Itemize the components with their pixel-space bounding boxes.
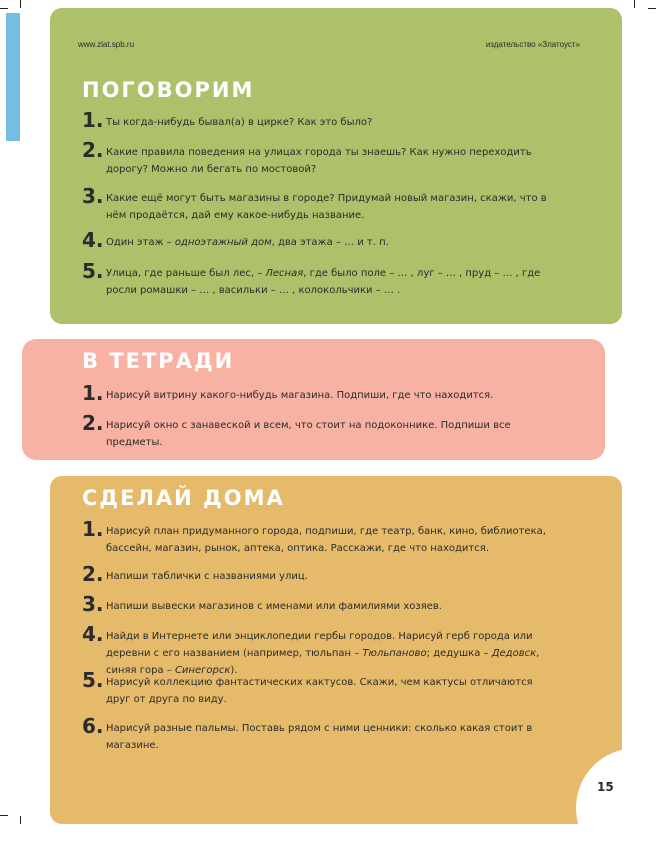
- item-number: 2.: [82, 138, 104, 162]
- item-text: Нарисуй коллекцию фантастических кактусов. Скажи, чем кактусы отличаются друг от друга по виду.: [106, 677, 533, 705]
- item-text: Напиши таблички с названиями улиц.: [106, 571, 308, 582]
- crop-mark: [20, 0, 21, 8]
- list-item: [82, 592, 442, 616]
- crop-mark: [0, 815, 8, 816]
- item-text: Напиши вывески магазинов с именами или фамилиями хозяев.: [106, 601, 442, 612]
- section-title-talk: ПОГОВОРИМ: [82, 78, 255, 102]
- text-part: Найди в Интернете или энциклопедии гербы городов. Нарисуй герб города или деревни с его названием (например, тюльпан –: [106, 631, 533, 659]
- list-item: [82, 517, 554, 557]
- item-text: [106, 628, 554, 679]
- section-title-home: СДЕЛАЙ ДОМА: [82, 486, 285, 510]
- text-part: , синяя гора –: [106, 648, 540, 676]
- list-item: [82, 228, 389, 252]
- text-part: Улица, где раньше был лес, –: [106, 268, 266, 279]
- item-number: 4.: [82, 622, 104, 646]
- text-part: ; дедушка –: [426, 648, 492, 659]
- side-color-tab: [6, 13, 20, 141]
- text-part: , два этажа – … и т. п.: [271, 237, 389, 248]
- item-text: Нарисуй разные пальмы. Поставь рядом с ними ценники: сколько какая стоит в магазине.: [106, 723, 533, 751]
- text-part: Один этаж –: [106, 237, 175, 248]
- crop-mark: [648, 8, 656, 9]
- page-number: 15: [597, 780, 614, 794]
- italic-example: Лесная: [265, 268, 304, 279]
- italic-example: одноэтажный дом: [174, 237, 272, 248]
- item-number: 5.: [82, 259, 104, 283]
- list-item: [82, 562, 308, 586]
- italic-example: Дедовск: [491, 648, 537, 659]
- item-number: 1.: [82, 517, 104, 541]
- crop-mark: [0, 8, 8, 9]
- list-item: [82, 108, 373, 132]
- crop-mark: [634, 0, 635, 8]
- list-item: [82, 259, 554, 299]
- list-item: [82, 622, 554, 679]
- item-number: 4.: [82, 228, 104, 252]
- item-number: 2.: [82, 562, 104, 586]
- list-item: [82, 381, 494, 405]
- item-text: Какие правила поведения на улицах города ты знаешь? Как нужно переходить дорогу? Можно ли бегать по мостовой?: [106, 147, 532, 175]
- list-item: [82, 411, 554, 451]
- item-text: [106, 234, 389, 251]
- list-item: [82, 184, 554, 224]
- list-item: [82, 138, 554, 178]
- item-text: Нарисуй план придуманного города, подпиши, где театр, банк, кино, библиотека, бассейн, магазин, рынок, аптека, оптика. Расскажи, где что находится.: [106, 526, 546, 554]
- item-number: 3.: [82, 184, 104, 208]
- item-number: 2.: [82, 411, 104, 435]
- item-number: 6.: [82, 714, 104, 738]
- site-url: www.zlat.spb.ru: [78, 40, 135, 49]
- item-number: 1.: [82, 108, 104, 132]
- item-text: [106, 265, 554, 299]
- item-number: 3.: [82, 592, 104, 616]
- publisher-name: издательство «Златоуст»: [485, 40, 580, 49]
- item-number: 1.: [82, 381, 104, 405]
- text-part: , где было поле – … , луг – … , пруд – … , где росли ромашки – … , васильки – … , колокольчики – … .: [106, 268, 541, 296]
- italic-example: Синегорск: [174, 665, 231, 676]
- item-number: 5.: [82, 668, 104, 692]
- italic-example: Тюльпаново: [362, 648, 427, 659]
- list-item: [82, 714, 554, 754]
- text-part: ).: [230, 665, 238, 676]
- section-title-notebook: В ТЕТРАДИ: [82, 349, 235, 373]
- item-text: Нарисуй окно с занавеской и всем, что стоит на подоконнике. Подпиши все предметы.: [106, 420, 511, 448]
- item-text: Нарисуй витрину какого-нибудь магазина. Подпиши, где что находится.: [106, 390, 494, 401]
- crop-mark: [20, 816, 21, 824]
- item-text: Ты когда-нибудь бывал(а) в цирке? Как это было?: [106, 117, 373, 128]
- item-text: Какие ещё могут быть магазины в городе? Придумай новый магазин, скажи, что в нём продаётся, дай ему какое-нибудь название.: [106, 193, 547, 221]
